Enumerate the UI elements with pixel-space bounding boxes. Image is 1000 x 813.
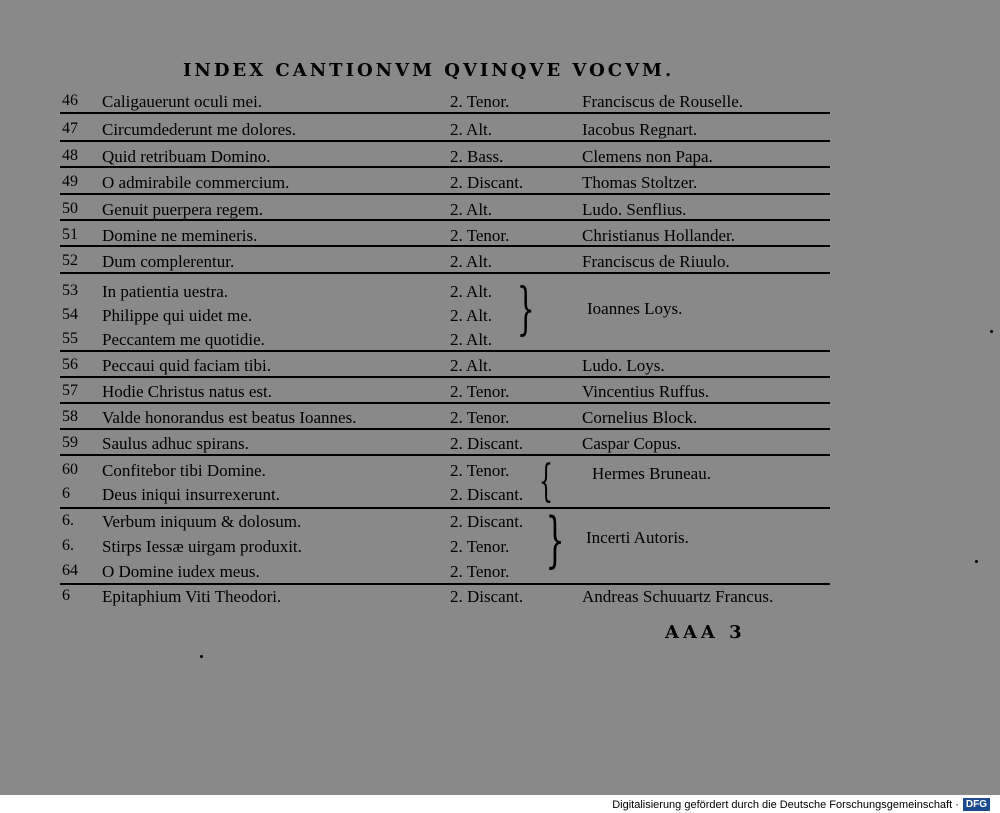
row-rule xyxy=(60,583,830,585)
entry-number: 6. xyxy=(62,537,74,554)
entry-number: 60 xyxy=(62,461,78,478)
voice-part: 2. Discant. xyxy=(450,434,524,453)
row-rule xyxy=(60,454,830,456)
dfg-logo: DFG xyxy=(963,798,990,811)
composer: Caspar Copus. xyxy=(582,434,682,453)
voice-part: 2. Alt. xyxy=(450,120,493,139)
composer: Vincentius Ruffus. xyxy=(582,382,710,401)
index-row xyxy=(62,282,822,304)
row-rule xyxy=(60,219,830,221)
song-title: Verbum iniquum & dolosum. xyxy=(102,512,302,531)
index-row xyxy=(62,512,822,534)
song-title: Deus iniqui insurrexerunt. xyxy=(102,485,280,504)
row-rule xyxy=(60,166,830,168)
composer: Franciscus de Riuulo. xyxy=(582,252,730,271)
group-brace: } xyxy=(516,277,535,342)
entry-number: 59 xyxy=(62,434,78,451)
row-rule xyxy=(60,193,830,195)
voice-part: 2. Discant. xyxy=(450,587,524,606)
row-rule xyxy=(60,376,830,378)
entry-number: 55 xyxy=(62,330,78,347)
composer: Franciscus de Rouselle. xyxy=(582,92,743,111)
voice-part: 2. Alt. xyxy=(450,330,493,349)
footer-text: Digitalisierung gefördert durch die Deutsche Forschungsgemeinschaft · xyxy=(612,798,959,811)
index-row xyxy=(62,485,822,507)
row-rule xyxy=(60,245,830,247)
signature-mark: AAA 3 xyxy=(665,622,746,643)
entry-number: 58 xyxy=(62,408,78,425)
voice-part: 2. Alt. xyxy=(450,356,493,375)
group-author: Ioannes Loys. xyxy=(587,299,683,318)
voice-part: 2. Alt. xyxy=(450,282,493,301)
ink-speck xyxy=(200,655,203,658)
entry-number: 6. xyxy=(62,512,74,529)
song-title: O admirabile commercium. xyxy=(102,173,290,192)
index-row xyxy=(62,434,822,456)
voice-part: 2. Tenor. xyxy=(450,408,510,427)
song-title: Saulus adhuc spirans. xyxy=(102,434,249,453)
group-author: Incerti Autoris. xyxy=(586,528,689,547)
entry-number: 52 xyxy=(62,252,78,269)
composer: Thomas Stoltzer. xyxy=(582,173,698,192)
voice-part: 2. Discant. xyxy=(450,173,524,192)
voice-part: 2. Tenor. xyxy=(450,226,510,245)
song-title: Circumdederunt me dolores. xyxy=(102,120,297,139)
entry-number: 64 xyxy=(62,562,78,579)
song-title: Hodie Christus natus est. xyxy=(102,382,272,401)
song-title: Philippe qui uidet me. xyxy=(102,306,253,325)
row-rule xyxy=(60,112,830,114)
index-row xyxy=(62,537,822,559)
song-title: O Domine iudex meus. xyxy=(102,562,260,581)
index-row xyxy=(62,408,822,430)
index-row xyxy=(62,587,822,609)
entry-number: 51 xyxy=(62,226,78,243)
ink-speck xyxy=(990,330,993,333)
entry-number: 54 xyxy=(62,306,78,323)
composer: Andreas Schuuartz Francus. xyxy=(582,587,774,606)
row-rule xyxy=(60,140,830,142)
entry-number: 6 xyxy=(62,587,70,604)
composer: Clemens non Papa. xyxy=(582,147,713,166)
group-brace: { xyxy=(539,456,553,507)
song-title: Epitaphium Viti Theodori. xyxy=(102,587,282,606)
entry-number: 49 xyxy=(62,173,78,190)
song-title: Genuit puerpera regem. xyxy=(102,200,263,219)
voice-part: 2. Alt. xyxy=(450,306,493,325)
voice-part: 2. Tenor. xyxy=(450,92,510,111)
voice-part: 2. Alt. xyxy=(450,252,493,271)
voice-part: 2. Tenor. xyxy=(450,382,510,401)
entry-number: 53 xyxy=(62,282,78,299)
composer: Christianus Hollander. xyxy=(582,226,735,245)
song-title: Valde honorandus est beatus Ioannes. xyxy=(102,408,357,427)
group-brace: } xyxy=(545,505,565,575)
voice-part: 2. Discant. xyxy=(450,512,524,531)
voice-part: 2. Alt. xyxy=(450,200,493,219)
index-row xyxy=(62,382,822,404)
row-rule xyxy=(60,350,830,352)
song-title: Peccaui quid faciam tibi. xyxy=(102,356,271,375)
voice-part: 2. Tenor. xyxy=(450,562,510,581)
entry-number: 6 xyxy=(62,485,70,502)
entry-number: 48 xyxy=(62,147,78,164)
voice-part: 2. Tenor. xyxy=(450,537,510,556)
composer: Iacobus Regnart. xyxy=(582,120,698,139)
song-title: Peccantem me quotidie. xyxy=(102,330,265,349)
voice-part: 2. Bass. xyxy=(450,147,504,166)
index-row xyxy=(62,330,822,352)
index-row xyxy=(62,562,822,584)
song-title: Dum complerentur. xyxy=(102,252,235,271)
voice-part: 2. Tenor. xyxy=(450,461,510,480)
entry-number: 47 xyxy=(62,120,78,137)
song-title: Domine ne memineris. xyxy=(102,226,258,245)
song-title: Confitebor tibi Domine. xyxy=(102,461,266,480)
voice-part: 2. Discant. xyxy=(450,485,524,504)
row-rule xyxy=(60,507,830,509)
row-rule xyxy=(60,402,830,404)
index-row xyxy=(62,92,822,114)
row-rule xyxy=(60,272,830,274)
song-title: Caligauerunt oculi mei. xyxy=(102,92,263,111)
ink-speck xyxy=(975,560,978,563)
entry-number: 46 xyxy=(62,92,78,109)
page-title: INDEX CANTIONVM QVINQVE VOCVM. xyxy=(183,60,675,81)
composer: Cornelius Block. xyxy=(582,408,698,427)
entry-number: 56 xyxy=(62,356,78,373)
entry-number: 50 xyxy=(62,200,78,217)
index-row xyxy=(62,306,822,328)
composer: Ludo. Loys. xyxy=(582,356,665,375)
song-title: In patientia uestra. xyxy=(102,282,229,301)
row-rule xyxy=(60,428,830,430)
entry-number: 57 xyxy=(62,382,78,399)
index-row xyxy=(62,252,822,274)
index-row xyxy=(62,120,822,142)
composer: Ludo. Senflius. xyxy=(582,200,687,219)
index-row xyxy=(62,173,822,195)
song-title: Stirps Iessæ uirgam produxit. xyxy=(102,537,302,556)
group-author: Hermes Bruneau. xyxy=(592,464,711,483)
digitization-footer xyxy=(612,798,990,811)
index-row xyxy=(62,356,822,378)
song-title: Quid retribuam Domino. xyxy=(102,147,271,166)
